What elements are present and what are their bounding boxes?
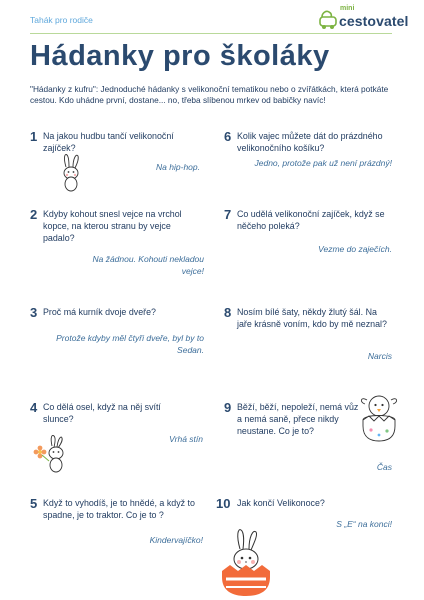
riddle-number: 3 [30,305,38,320]
riddle-answer: S „E“ na konci! [336,519,392,529]
car-logo-icon [318,8,338,30]
brand-logo [318,5,409,35]
riddle-answer: Jedno, protože pak už není prázdný! [254,158,392,168]
bunny-with-flower-icon [32,434,70,474]
page-title: Hádanky pro školáky [30,40,330,72]
riddle-answer: Na žádnou. Kohouti nekladou vejce! [92,254,204,276]
riddle-question: Když to vyhodíš, je to hnědé, a když to spadne, je to traktor. Co je to ? [43,498,195,521]
riddle-number: 7 [224,207,232,222]
riddle-number: 9 [224,400,232,415]
riddle-answer: Protože kdyby měl čtyři dveře, byl by to Sedan. [56,333,204,355]
page-header [0,0,424,36]
bunny-in-egg-icon [218,527,274,597]
riddle-number: 8 [224,305,232,320]
riddle-5 [30,497,210,552]
riddle-answer: Narcis [367,351,392,361]
riddle-6 [224,130,396,190]
riddle-question: Běží, běží, nepoleží, nemá vůz a nemá saně, přece nikdy neustane. Co je to? [237,402,359,437]
riddle-answer: Kindervajíčko! [149,535,203,545]
brand-small: mini [340,5,355,12]
riddle-question: Jak končí Velikonoce? [237,498,325,508]
header-divider [30,33,392,34]
riddle-number: 6 [224,129,232,144]
riddle-question: Co udělá velikonoční zajíček, když se něčeho poleká? [237,209,385,232]
bunny-icon [56,153,86,193]
riddle-3 [30,306,210,366]
riddle-answer: Na hip-hop. [156,162,200,172]
riddle-answer: Vrhá stín [169,434,203,444]
intro-text: "Hádanky z kufru": Jednoduché hádanky s velikonoční tematikou nebo o zvířátkách, která potkáte cestou. Kdo uhádne první, dostane... no, třeba slíbenou mrkev od babičky navíc! [30,84,389,105]
riddle-number: 5 [30,496,38,511]
chick-in-egg-icon [357,390,401,442]
riddle-2 [30,208,210,283]
riddle-8 [224,306,396,371]
riddle-number: 4 [30,400,38,415]
riddle-question: Na jakou hudbu tančí velikonoční zajíček? [43,131,174,154]
riddle-question: Nosím bílé šaty, někdy žlutý šál. Na jaře krásně voním, kdo by mě neznal? [237,307,387,330]
riddle-question: Co dělá osel, když na něj svítí slunce? [43,402,161,425]
brand-name: cestovatel [339,13,409,29]
riddle-number: 10 [216,496,231,511]
riddle-7 [224,208,396,263]
riddle-question: Proč má kurník dvoje dveře? [43,307,156,317]
riddle-question: Kolik vajec můžete dát do prázdného velikonočního košíku? [237,131,383,154]
riddle-number: 1 [30,129,38,144]
riddle-question: Kdyby kohout snesl vejce na vrchol kopce, na kterou stranu by vejce padalo? [43,209,182,244]
riddle-number: 2 [30,207,38,222]
riddle-answer: Čas [376,462,392,472]
riddle-answer: Vezme do zaječích. [318,244,392,254]
header-tag: Tahák pro rodiče [30,15,93,25]
